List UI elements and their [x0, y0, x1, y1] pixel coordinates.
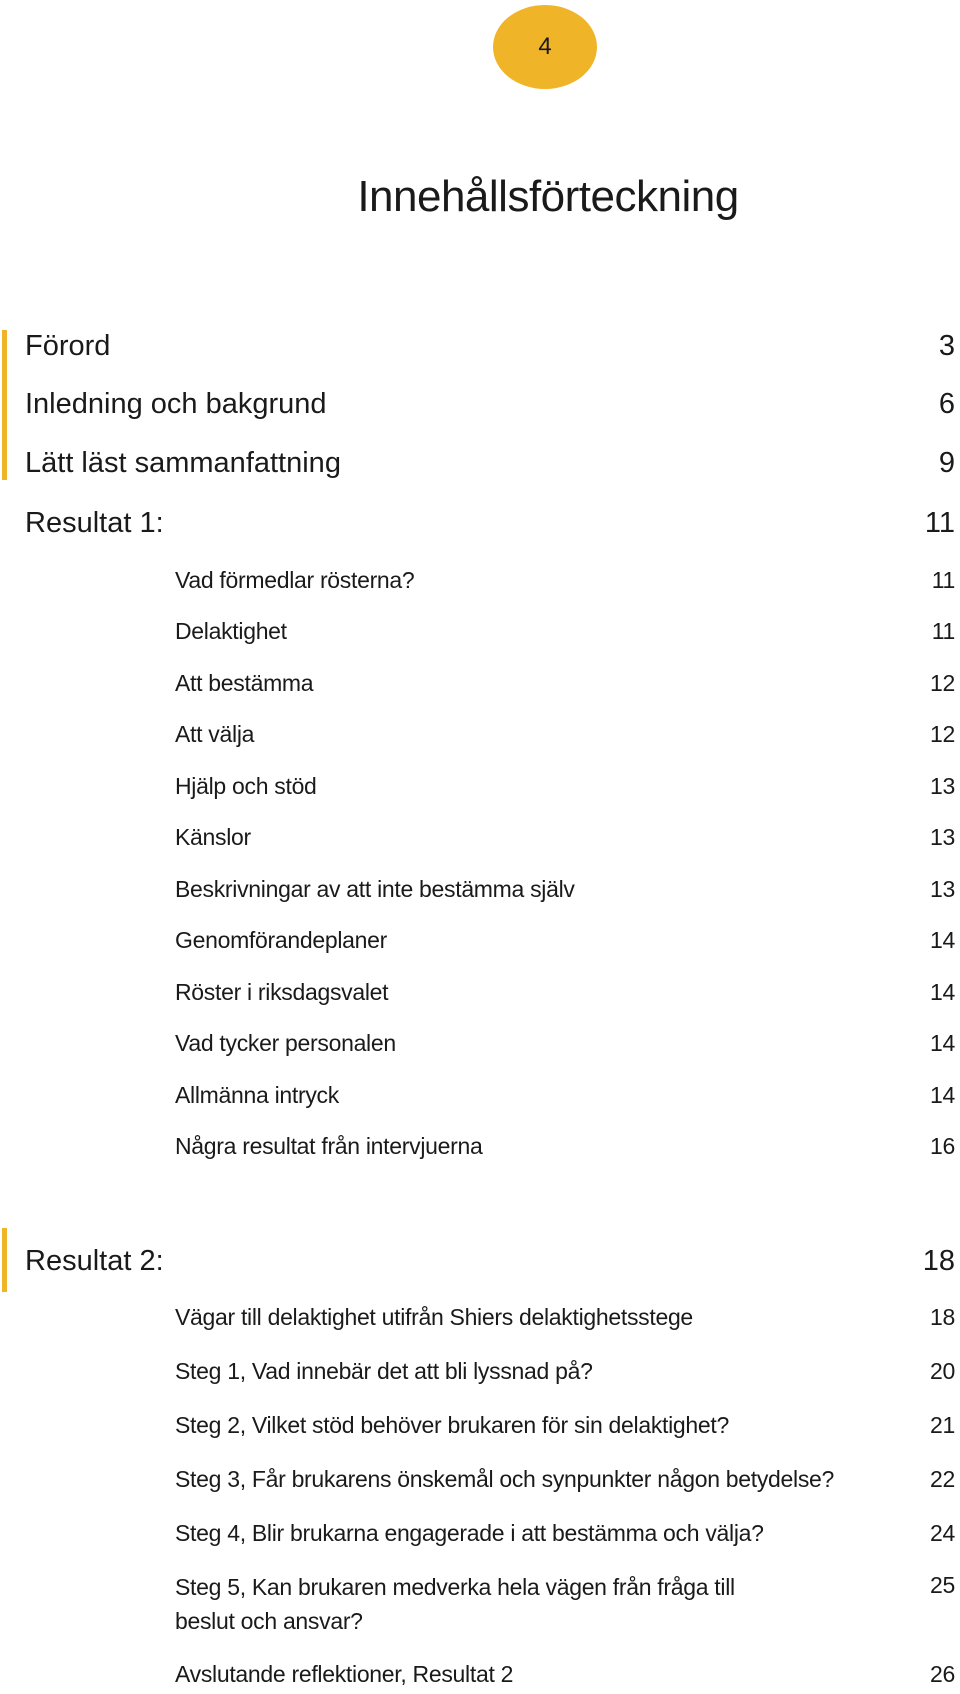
toc-subentry-page: 14 — [930, 927, 955, 953]
toc-subentry[interactable] — [0, 1570, 960, 1634]
toc-entry-label: Lätt läst sammanfattning — [25, 447, 341, 479]
toc-subentry-label: Genomförandeplaner — [175, 927, 387, 953]
toc-subentry-page: 11 — [931, 618, 955, 644]
page-number: 4 — [538, 33, 552, 60]
toc-subentry-page: 12 — [930, 721, 955, 747]
toc-subentry-page: 26 — [930, 1661, 955, 1687]
toc-subentry-label: Vägar till delaktighet utifrån Shiers delaktighetsstege — [175, 1304, 693, 1330]
toc-subentry-page: 13 — [930, 773, 955, 799]
toc-subentry[interactable] — [0, 1410, 960, 1440]
toc-entry[interactable] — [0, 386, 960, 422]
toc-subentry-page: 13 — [930, 876, 955, 902]
toc-subentry-label: Att bestämma — [175, 670, 314, 696]
toc-subentry[interactable] — [0, 1028, 960, 1058]
toc-entry-label: Inledning och bakgrund — [25, 388, 327, 420]
toc-subentry-page: 12 — [930, 670, 955, 696]
toc-subentry[interactable] — [0, 1131, 960, 1161]
toc-entry-page: 11 — [924, 507, 955, 539]
toc-subentry-label: Steg 3, Får brukarens önskemål och synpunkter någon betydelse? — [175, 1466, 835, 1492]
toc-entry-page: 3 — [938, 330, 955, 362]
toc-subentry[interactable] — [0, 977, 960, 1007]
toc-subentry-label: Steg 1, Vad innebär det att bli lyssnad på? — [175, 1358, 593, 1384]
toc-subentry-label: Avslutande reflektioner, Resultat 2 — [175, 1661, 514, 1687]
toc-subentry-page: 11 — [931, 567, 955, 593]
toc-subentry-label: Steg 5, Kan brukaren medverka hela vägen från fråga till beslut och ansvar? — [175, 1574, 735, 1634]
toc-subentry-label: Allmänna intryck — [175, 1082, 339, 1108]
toc-subentry-label: Vad förmedlar rösterna? — [175, 567, 415, 593]
toc-entry[interactable] — [0, 1243, 960, 1279]
toc-subentry[interactable] — [0, 1518, 960, 1548]
toc-subentry[interactable] — [0, 874, 960, 904]
toc-subentry-page: 22 — [930, 1466, 955, 1492]
page-number-badge — [493, 5, 597, 89]
toc-entry-label: Resultat 2: — [25, 1245, 164, 1277]
toc-subentry[interactable] — [0, 668, 960, 698]
toc-entry-label: Resultat 1: — [25, 507, 164, 539]
toc-subentry-label: Delaktighet — [175, 618, 287, 644]
toc-entry-page: 6 — [938, 388, 955, 420]
toc-subentry[interactable] — [0, 1302, 960, 1332]
toc-subentry-label: Beskrivningar av att inte bestämma själv — [175, 876, 575, 902]
toc-subentry[interactable] — [0, 822, 960, 852]
toc-entry[interactable] — [0, 505, 960, 541]
toc-subentry-label: Steg 2, Vilket stöd behöver brukaren för sin delaktighet? — [175, 1412, 729, 1438]
toc-subentry-page: 20 — [930, 1358, 955, 1384]
toc-subentry[interactable] — [0, 1356, 960, 1386]
page-title: Innehållsförteckning — [357, 172, 739, 221]
toc-subentry[interactable] — [0, 771, 960, 801]
toc-subentry-label: Känslor — [175, 824, 251, 850]
toc-entry-label: Förord — [25, 330, 111, 362]
toc-subentry-page: 14 — [930, 979, 955, 1005]
toc-subentry-page: 24 — [930, 1520, 955, 1546]
toc-subentry[interactable] — [0, 565, 960, 595]
toc-subentry-label: Steg 4, Blir brukarna engagerade i att bestämma och välja? — [175, 1520, 764, 1546]
toc-subentry-label: Att välja — [175, 721, 255, 747]
toc-subentry[interactable] — [0, 719, 960, 749]
toc-entry[interactable] — [0, 445, 960, 481]
toc-subentry-page: 13 — [930, 824, 955, 850]
toc-subentry[interactable] — [0, 1080, 960, 1110]
toc-subentry-page: 14 — [930, 1082, 955, 1108]
toc-entry-page: 9 — [938, 447, 955, 479]
toc-subentry-label: Röster i riksdagsvalet — [175, 979, 389, 1005]
toc-subentry-page: 18 — [930, 1304, 955, 1330]
toc-subentry[interactable] — [0, 1464, 960, 1494]
toc-subentry-page: 16 — [930, 1133, 955, 1159]
toc-subentry-label: Vad tycker personalen — [175, 1030, 396, 1056]
toc-subentry-label: Hjälp och stöd — [175, 773, 317, 799]
toc-subentry-page: 25 — [930, 1572, 955, 1598]
toc-entry[interactable] — [0, 328, 960, 364]
toc-subentry[interactable] — [0, 925, 960, 955]
toc-subentry-label: Några resultat från intervjuerna — [175, 1133, 483, 1159]
toc-subentry[interactable] — [0, 1659, 960, 1689]
toc-subentry[interactable] — [0, 616, 960, 646]
toc-subentry-page: 21 — [930, 1412, 955, 1438]
toc-entry-page: 18 — [922, 1245, 955, 1277]
toc-subentry-page: 14 — [930, 1030, 955, 1056]
